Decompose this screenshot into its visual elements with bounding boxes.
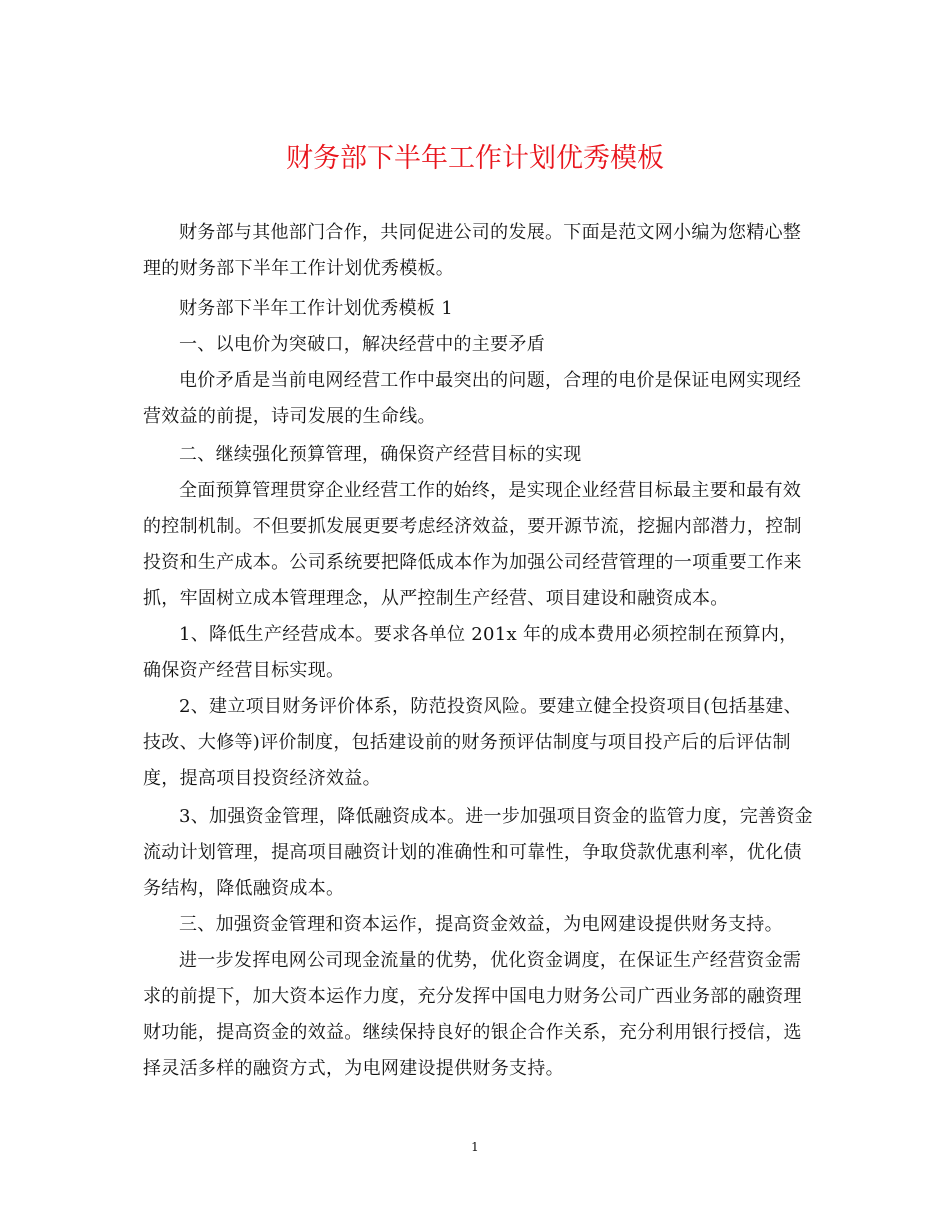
- item-1-reduce-cost: 1、降低生产经营成本。要求各单位 201x 年的成本费用必须控制在预算内，确保资产经营目标实现。: [143, 624, 798, 681]
- paragraph-budget-management: 全面预算管理贯穿企业经营工作的始终，是实现企业经营目标最主要和最有效的控制机制。不但要抓发展更要考虑经济效益，要开源节流，挖掘内部潜力，控制投资和生产成本。公司系统要把降低成本作为加强公司经营管理的一项重要工作来抓，牢固树立成本管理理念，从严控制生产经营、项目建设和融资成本。: [143, 480, 802, 609]
- intro-paragraph: 财务部与其他部门合作，共同促进公司的发展。下面是范文网小编为您精心整理的财务部下半年工作计划优秀模板。: [143, 222, 802, 279]
- document-title: 财务部下半年工作计划优秀模板: [286, 143, 664, 174]
- heading-section-1: 一、以电价为突破口，解决经营中的主要矛盾: [179, 334, 545, 355]
- item-2-evaluation-system: 2、建立项目财务评价体系，防范投资风险。要建立健全投资项目(包括基建、技改、大修等)评价制度，包括建设前的财务预评估制度与项目投产后的后评估制度，提高项目投资经济效益。: [143, 696, 802, 789]
- heading-section-3: 三、加强资金管理和资本运作，提高资金效益，为电网建设提供财务支持。: [179, 914, 783, 935]
- item-3-fund-management: 3、加强资金管理，降低融资成本。进一步加强项目资金的监管力度，完善资金流动计划管理，提高项目融资计划的准确性和可靠性，争取贷款优惠利率，优化债务结构，降低融资成本。: [143, 806, 813, 899]
- section-heading-template-1: 财务部下半年工作计划优秀模板 1: [179, 298, 453, 319]
- paragraph-electricity-price: 电价矛盾是当前电网经营工作中最突出的问题，合理的电价是保证电网实现经营效益的前提，诗司发展的生命线。: [143, 370, 802, 427]
- heading-section-2: 二、继续强化预算管理，确保资产经营目标的实现: [179, 444, 582, 465]
- page-number: 1: [471, 1140, 479, 1154]
- paragraph-cash-flow: 进一步发挥电网公司现金流量的优势，优化资金调度，在保证生产经营资金需求的前提下，加大资本运作力度，充分发挥中国电力财务公司广西业务部的融资理财功能，提高资金的效益。继续保持良好的银企合作关系，充分利用银行授信，选择灵活多样的融资方式，为电网建设提供财务支持。: [143, 950, 802, 1079]
